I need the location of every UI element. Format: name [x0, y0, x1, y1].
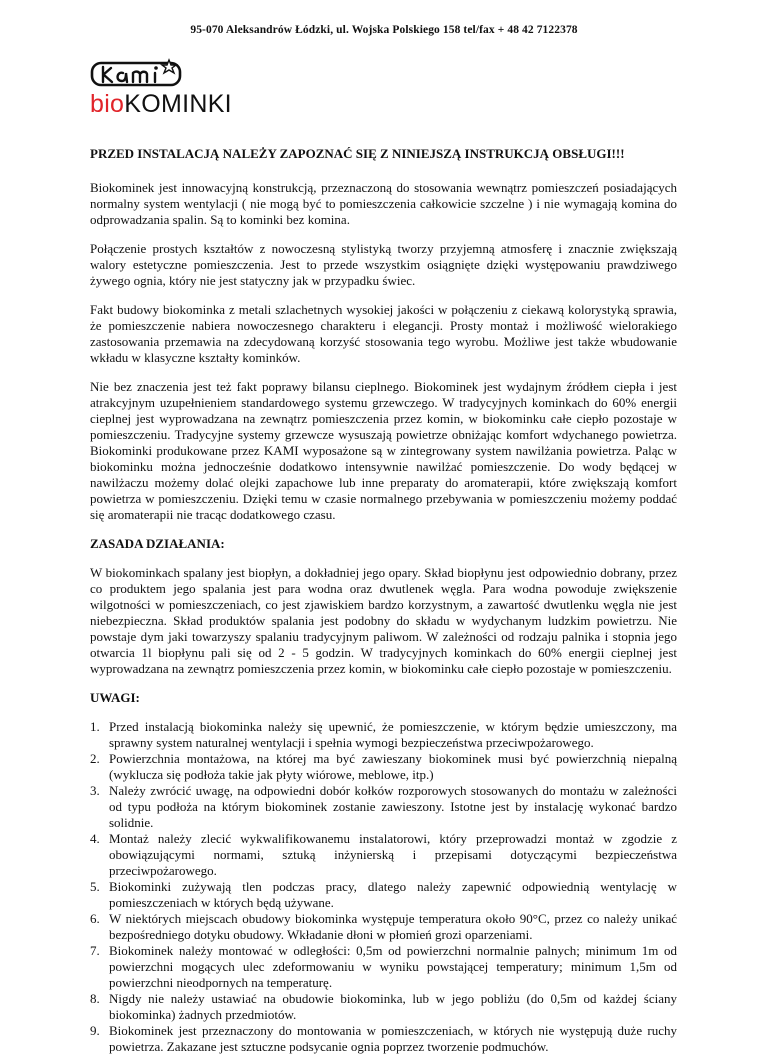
- notes-list: [90, 719, 677, 1055]
- list-item: 3. Należy zwrócić uwagę, na odpowiedni dobór kołków rozporowych stosowanych do montażu w zależności od typu podłoża na którym biokominek zostanie zawieszony. Istotne jest by instalację wykonać bardzo solidnie.: [90, 783, 677, 830]
- brand-kominki: KOMINKI: [124, 90, 232, 118]
- list-item: 6. W niektórych miejscach obudowy biokominka występuje temperatura około 90°C, przez co należy unikać bezpośredniego dotyku obudowy. Wkładanie dłoni w płomień grozi oparzeniami.: [90, 911, 677, 942]
- list-item: 5. Biokominki zużywają tlen podczas pracy, dlatego należy zapewnić odpowiednią wentylację w pomieszczeniach w których będą używane.: [90, 879, 677, 910]
- intro-paragraph: Nie bez znaczenia jest też fakt poprawy bilansu cieplnego. Biokominek jest wydajnym źródłem ciepła i jest atrakcyjnym uzupełnieniem standardowego systemu grzewczego. W tradycyjnych kominkach do 60% energii cieplnej jest wyprowadzana na zewnątrz pomieszczenia przez komin, w biokominku całe ciepło pozostaje w pomieszczeniu. Tradycyjne systemy grzewcze wysuszają powietrze obniżając komfort wdychanego powietrza. Biokominki produkowane przez KAMI wyposażone są w zintegrowany system nawilżania powietrza. Paląc w biokominku można jednocześnie dodatkowo intensywnie nawilżać pomieszczenie. Do wody będącej w nawilżaczu możemy dolać olejki zapachowe lub inne preparaty do aromaterapii, które zwiększają komfort powietrza w pomieszczeniu. Dzięki temu w czasie normalnego przebywania w pomieszczeniu możemy poddać się aromaterapii nie tracąc dodatkowego czasu.: [90, 379, 677, 522]
- list-item: 7. Biokominek należy montować w odległości: 0,5m od powierzchni normalnie palnych; minimum 1m od powierzchni mogących ulec zdeformowaniu w wyniku powstającej temperatury; minimum 1,5m od powierzchni nieodpornych na temperaturę.: [90, 943, 677, 990]
- notes-heading: UWAGI:: [90, 690, 140, 705]
- intro-paragraph: Biokominek jest innowacyjną konstrukcją, przeznaczoną do stosowania wewnątrz pomieszczeń posiadających normalny system wentylacji ( nie mogą być to pomieszczenia całkowicie szczelne ) i nie wymagają komina do odprowadzania spalin. Są to kominki bez komina.: [90, 180, 677, 227]
- warning-heading: PRZED INSTALACJĄ NALEŻY ZAPOZNAĆ SIĘ Z NINIEJSZĄ INSTRUKCJĄ OBSŁUGI!!!: [90, 146, 625, 161]
- list-item: 9. Biokominek jest przeznaczony do montowania w pomieszczeniach, w których nie występują duże ruchy powietrza. Zakazane jest sztuczne podsycanie ognia poprzez tworzenie podmuchów.: [90, 1023, 677, 1054]
- list-item: 8. Nigdy nie należy ustawiać na obudowie biokominka, lub w jego pobliżu (do 0,5m od każdej ściany biokominka) żadnych przedmiotów.: [90, 991, 677, 1022]
- biokominki-brand: [90, 89, 232, 119]
- intro-paragraph: Fakt budowy biokominka z metali szlachetnych wysokiej jakości w połączeniu z ciekawą kolorystyką sprawia, że pomieszczenie nabiera nowoczesnego charakteru i elegancji. Prosty montaż i możliwość wielorakiego zastosowania przemawia na zdecydowaną korzyść stosowania tego wyrobu. Możliwe jest także wbudowanie wkładu w klasyczne kształty kominków.: [90, 302, 677, 365]
- list-item: 1. Przed instalacją biokominka należy się upewnić, że pomieszczenie, w którym będzie umieszczony, ma sprawny system naturalnej wentylacji i spełnia wymogi bezpieczeństwa przeciwpożarowego.: [90, 719, 677, 750]
- company-address: 95-070 Aleksandrów Łódzki, ul. Wojska Polskiego 158 tel/fax + 48 42 7122378: [190, 24, 578, 36]
- kami-script-logo-icon: [89, 57, 189, 91]
- document-body: [90, 146, 677, 1055]
- intro-paragraph: Połączenie prostych kształtów z nowoczesną stylistyką tworzy przyjemną atmosferę i znacznie zwiększają walory estetyczne pomieszczenia. Jest to przede wszystkim osiągnięte dzięki występowaniu prawdziwego żywego ognia, który nie jest statyczny jak w przypadku świec.: [90, 241, 677, 288]
- list-item: 4. Montaż należy zlecić wykwalifikowanemu instalatorowi, który przeprowadzi montaż w zgodzie z obowiązującymi normami, sztuką inżynierską i przepisami dotyczącymi bezpieczeństwa przeciwpożarowego.: [90, 831, 677, 878]
- principle-heading: ZASADA DZIAŁANIA:: [90, 536, 225, 551]
- brand-bio: bio: [90, 90, 125, 118]
- list-item: 2. Powierzchnia montażowa, na której ma być zawieszany biokominek musi być powierzchnią niepalną (wyklucza się podłoża takie jak płyty wiórowe, meblowe, itp.): [90, 751, 677, 782]
- principle-paragraph: W biokominkach spalany jest biopłyn, a dokładniej jego opary. Skład biopłynu jest odpowiednio dobrany, przez co produktem jego spalania jest para wodna oraz dwutlenek węgla. Para wodna powoduje zwiększenie wilgotności w pomieszczeniach, co jest zjawiskiem bardzo korzystnym, a zawartość dwutlenku węgla nie jest niebezpieczna. Skład produktów spalania jest podobny do składu w wydychanym ludzkim powietrzu. Nie powstaje dym jaki towarzyszy spalaniu tradycyjnym paliwom. W zależności od rodzaju palnika i stopnia jego otwarcia 1l biopłynu pali się od 2 - 5 godzin. W tradycyjnych kominkach do 60% energii cieplnej jest wyprowadzana na zewnątrz pomieszczenia przez komin, w biokominku całe ciepło pozostaje w pomieszczeniu.: [90, 565, 677, 676]
